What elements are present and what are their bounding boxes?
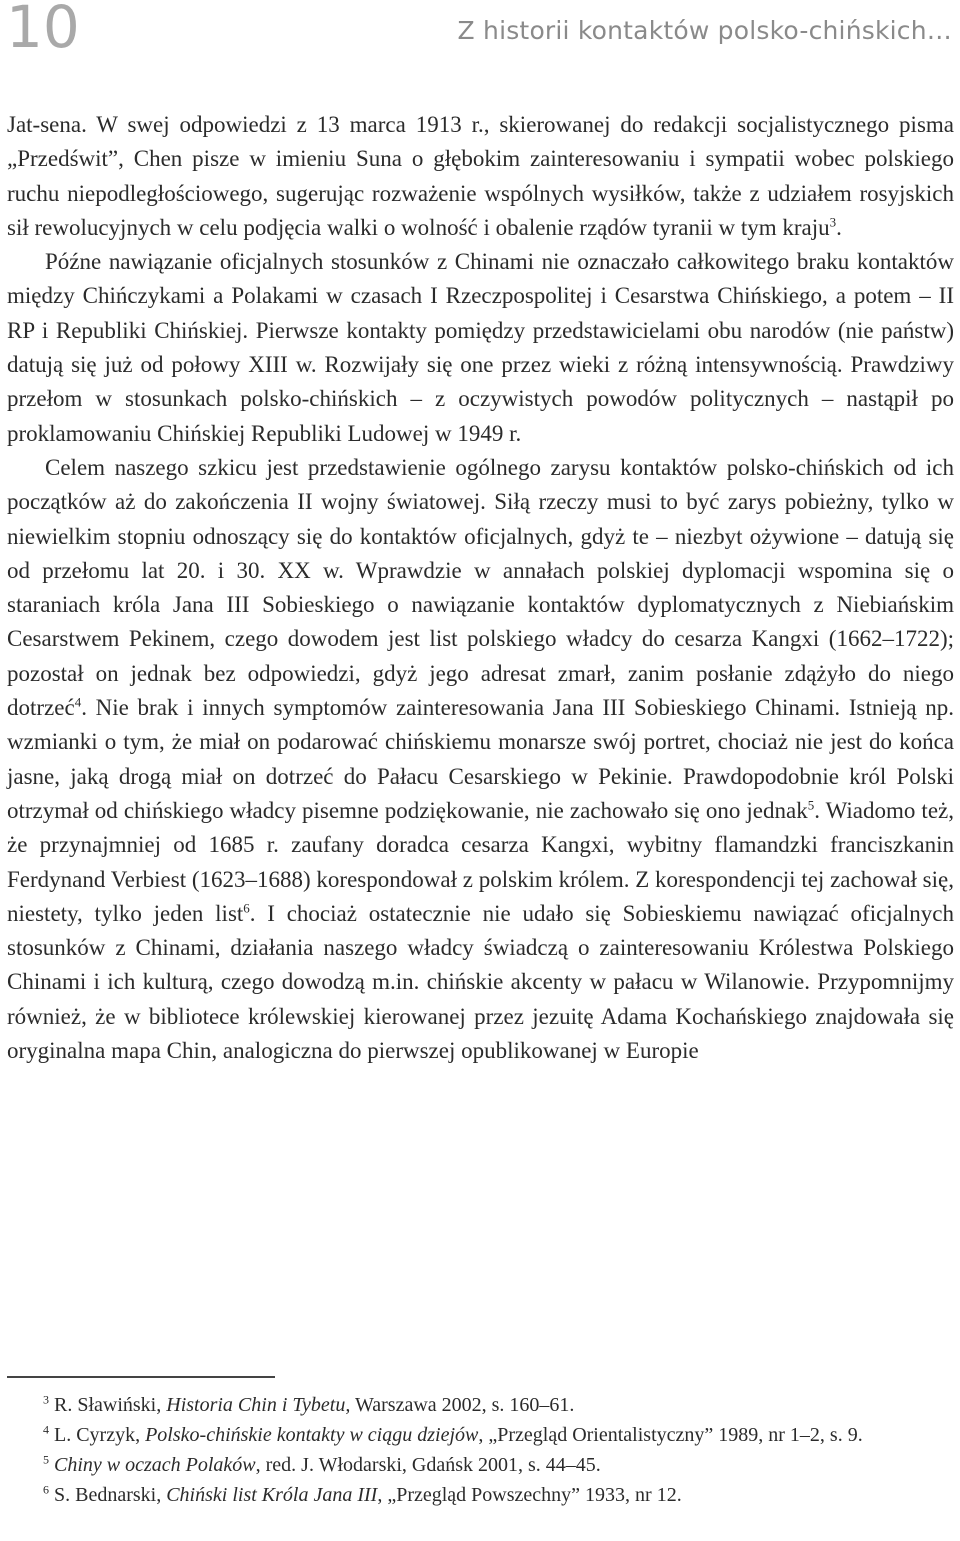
footnote-title: Polsko-chińskie kontakty w ciągu dziejów: [145, 1424, 479, 1446]
footnote-title: Chiński list Króla Jana III: [166, 1484, 378, 1506]
footnote-details: , red. J. Włodarski, Gdańsk 2001, s. 44–45.: [255, 1454, 601, 1476]
footnote-ref-4[interactable]: 4: [74, 694, 82, 710]
footnote-details: , „Przegląd Orientalistyczny” 1989, nr 1–2, s. 9.: [478, 1424, 863, 1446]
footnote-5: [7, 1450, 954, 1480]
footnote-author: L. Cyrzyk,: [49, 1424, 146, 1446]
footnote-number: 4: [43, 1422, 49, 1437]
footnote-details: Warszawa 2002, s. 160–61.: [350, 1394, 575, 1416]
footnote-separator: [7, 1376, 275, 1378]
paragraph-1: [7, 108, 954, 245]
footnote-ref-6[interactable]: 6: [243, 900, 250, 916]
footnote-author: S. Bednarski,: [49, 1484, 167, 1506]
paragraph-1-text-a: Jat-sena. W swej odpowiedzi z 13 marca 1913 r., skierowanej do redakcji socjalistycznego pisma „Przedświt”, Chen pisze w imieniu Suna o głębokim zainteresowaniu i sympatii wobec polskiego ruchu niepodległościowego, sugerując rozważenie wspólnych wysiłków, także z udziałem rosyjskich sił rewolucyjnych w celu podjęcia walki o wolność i obalenie rządów tyranii w tym kraju: [7, 112, 954, 240]
footnote-author: R. Sławiński,: [49, 1394, 167, 1416]
footnote-title: Chiny w oczach Polaków: [54, 1454, 256, 1476]
paragraph-3: [7, 451, 954, 1068]
footnote-3: [7, 1390, 954, 1420]
running-header: Z historii kontaktów polsko-chińskich…: [457, 16, 952, 45]
footnote-ref-5[interactable]: 5: [807, 797, 815, 813]
paragraph-3-text-b: . Nie brak i innych symptomów zainteresowania Jana III Sobieskiego Chinami. Istnieją np. wzmianki o tym, że miał on podarować chińskiemu monarsze swój portret, chociaż nie jest do końca jasne, jaką drogą miał on dotrzeć do Pałacu Cesarskiego w Pekinie. Prawdopodobnie król Polski otrzymał od chińskiego władcy pisemne podziękowanie, nie zachowało się ono jednak: [7, 695, 954, 823]
paragraph-3-text-c: . Wiadomo też, że przynajmniej od 1685 r. zaufany doradca cesarza Kangxi, wybitny flamandzki franciszkanin Ferdynand Verbiest (1623–1688) korespondował z polskim królem. Z korespondencji tej zachował się, niestety, tylko jeden list: [7, 797, 954, 926]
main-text: [7, 108, 954, 1068]
footnote-details: , „Przegląd Powszechny” 1933, nr 12.: [377, 1484, 682, 1506]
paragraph-1-text-b: .: [836, 214, 842, 240]
paragraph-3-text-d: . I chociaż ostatecznie nie udało się Sobieskiemu nawiązać oficjalnych stosunków z Chinami, działania naszego władcy świadczą o zainteresowaniu Królestwa Polskiego Chinami i ich kulturą, czego dowodzą m.in. chińskie akcenty w pałacu w Wilanowie. Przypomnijmy również, że w bibliotece królewskiej kierowanej przez jezuitę Adama Kochańskiego znajdowała się oryginalna mapa Chin, analogiczna do pierwszej opublikowanej w Europie: [7, 900, 954, 1064]
footnote-number: 3: [43, 1392, 49, 1407]
footnote-ref-3[interactable]: 3: [829, 214, 837, 230]
page-number: 10: [6, 0, 80, 61]
footnote-title: Historia Chin i Tybetu,: [166, 1394, 351, 1416]
footnotes: [7, 1390, 954, 1510]
footnote-4: [7, 1420, 954, 1450]
footnote-6: [7, 1480, 954, 1510]
footnote-number: 6: [43, 1482, 49, 1497]
paragraph-2: Późne nawiązanie oficjalnych stosunków z Chinami nie oznaczało całkowitego braku kontaktów między Chińczykami a Polakami w czasach I Rzeczpospolitej i Cesarstwa Chińskiego, a potem – II RP i Republiki Chińskiej. Pierwsze kontakty pomiędzy przedstawicielami obu narodów (nie państw) datują się już od połowy XIII w. Rozwijały się one przez wieki z różną intensywnością. Prawdziwy przełom w stosunkach polsko-chińskich – z oczywistych powodów politycznych – nastąpił po proklamowaniu Chińskiej Republiki Ludowej w 1949 r.: [7, 249, 954, 446]
paragraph-3-text-a: Celem naszego szkicu jest przedstawienie ogólnego zarysu kontaktów polsko-chińskich od ich początków aż do zakończenia II wojny światowej. Siłą rzeczy musi to być zarys pobieżny, tylko w niewielkim stopniu odnoszący się do kontaktów oficjalnych, gdyż te – niezbyt ożywione – datują się od przełomu lat 20. i 30. XX w. Wprawdzie w annałach polskiej dyplomacji wspomina się o staraniach króla Jana III Sobieskiego o nawiązanie kontaktów dyplomatycznych z Niebiańskim Cesarstwem Pekinem, czego dowodem jest list polskiego władcy do cesarza Kangxi (1662–1722); pozostał on jednak bez odpowiedzi, gdyż jego adresat zmarł, zanim posłanie zdążyło do niego dotrzeć: [7, 454, 954, 721]
footnote-number: 5: [43, 1452, 49, 1467]
